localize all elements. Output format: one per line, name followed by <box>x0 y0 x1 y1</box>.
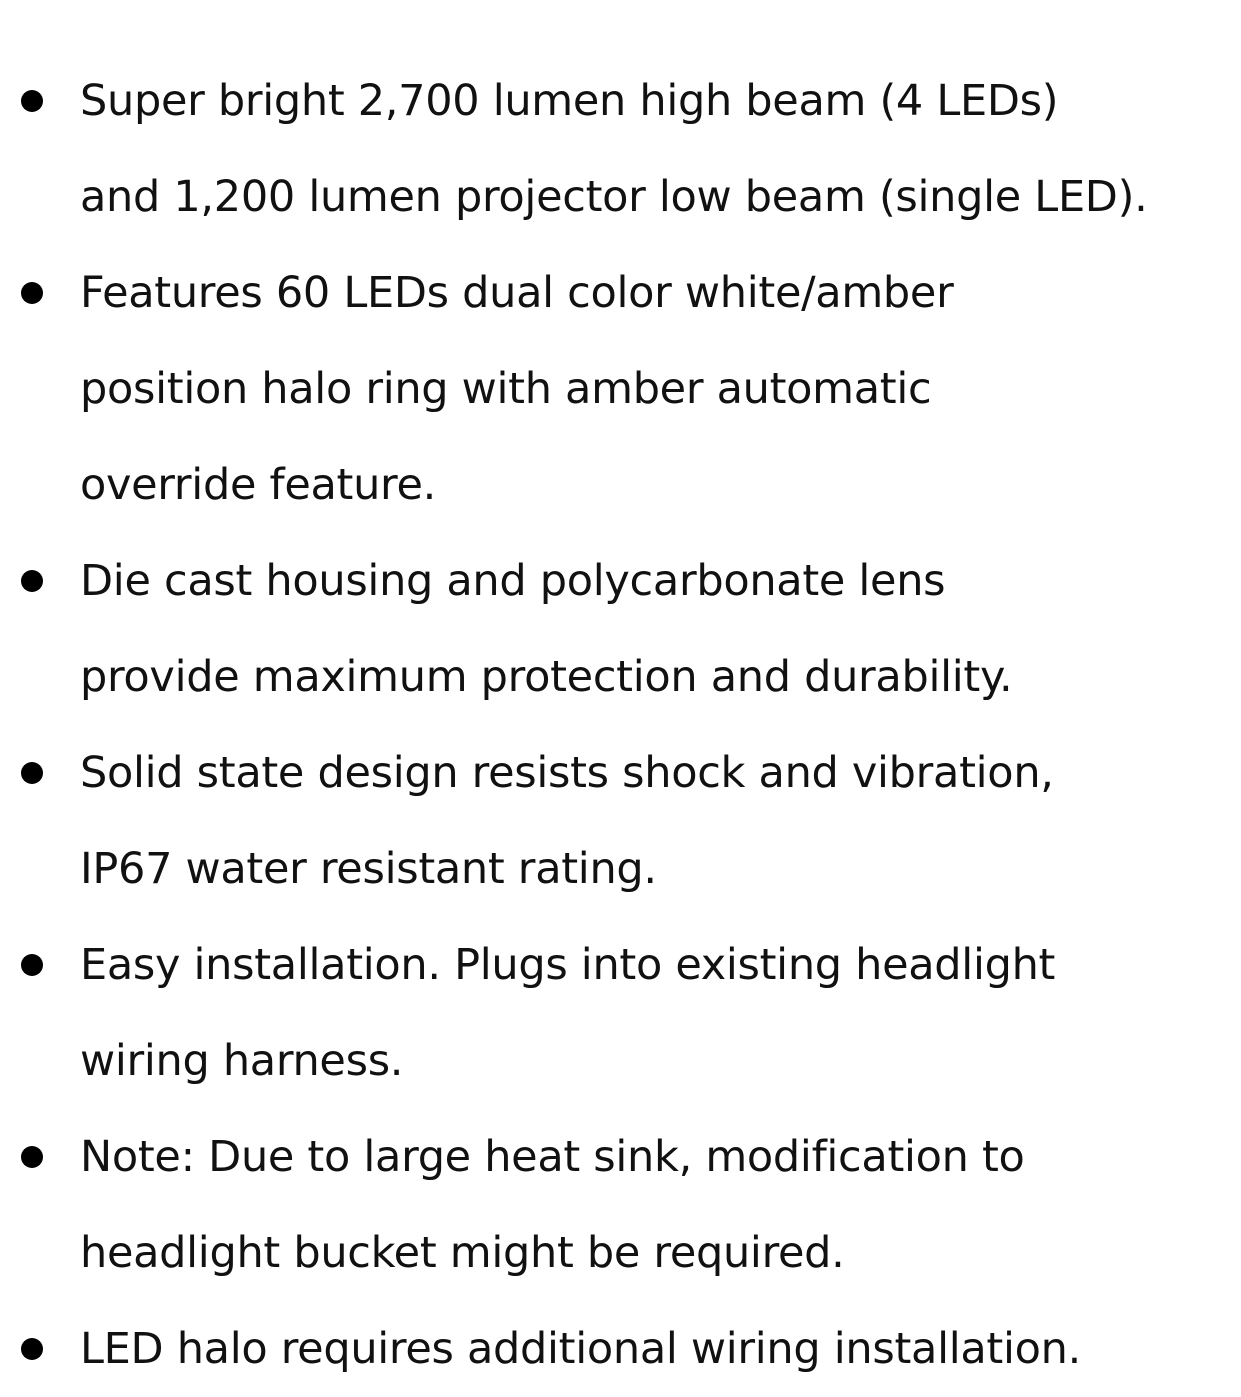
feature-list <box>0 53 1241 1397</box>
feature-item <box>0 725 1241 917</box>
feature-item <box>0 1301 1241 1397</box>
bullet-icon <box>21 282 43 304</box>
feature-line: override feature. <box>80 460 436 510</box>
bullet-icon <box>21 570 43 592</box>
feature-line: and 1,200 lumen projector low beam (single LED). <box>80 172 1148 222</box>
feature-line: Note: Due to large heat sink, modification to <box>80 1132 1025 1182</box>
feature-line: LED halo requires additional wiring installation. <box>80 1324 1081 1374</box>
feature-item <box>0 245 1241 533</box>
bullet-icon <box>21 954 43 976</box>
feature-line: Solid state design resists shock and vibration, <box>80 748 1054 798</box>
feature-item <box>0 1109 1241 1301</box>
feature-item <box>0 917 1241 1109</box>
feature-line: Super bright 2,700 lumen high beam (4 LEDs) <box>80 76 1059 126</box>
feature-item <box>0 533 1241 725</box>
feature-line: headlight bucket might be required. <box>80 1228 845 1278</box>
feature-line: provide maximum protection and durability. <box>80 652 1013 702</box>
feature-line: Easy installation. Plugs into existing headlight <box>80 940 1056 990</box>
feature-item <box>0 53 1241 245</box>
feature-line: position halo ring with amber automatic <box>80 364 932 414</box>
bullet-icon <box>21 762 43 784</box>
bullet-icon <box>21 1338 43 1360</box>
bullet-icon <box>21 90 43 112</box>
feature-line: wiring harness. <box>80 1036 404 1086</box>
feature-line: Die cast housing and polycarbonate lens <box>80 556 946 606</box>
feature-line: IP67 water resistant rating. <box>80 844 657 894</box>
bullet-icon <box>21 1146 43 1168</box>
feature-line: Features 60 LEDs dual color white/amber <box>80 268 954 318</box>
